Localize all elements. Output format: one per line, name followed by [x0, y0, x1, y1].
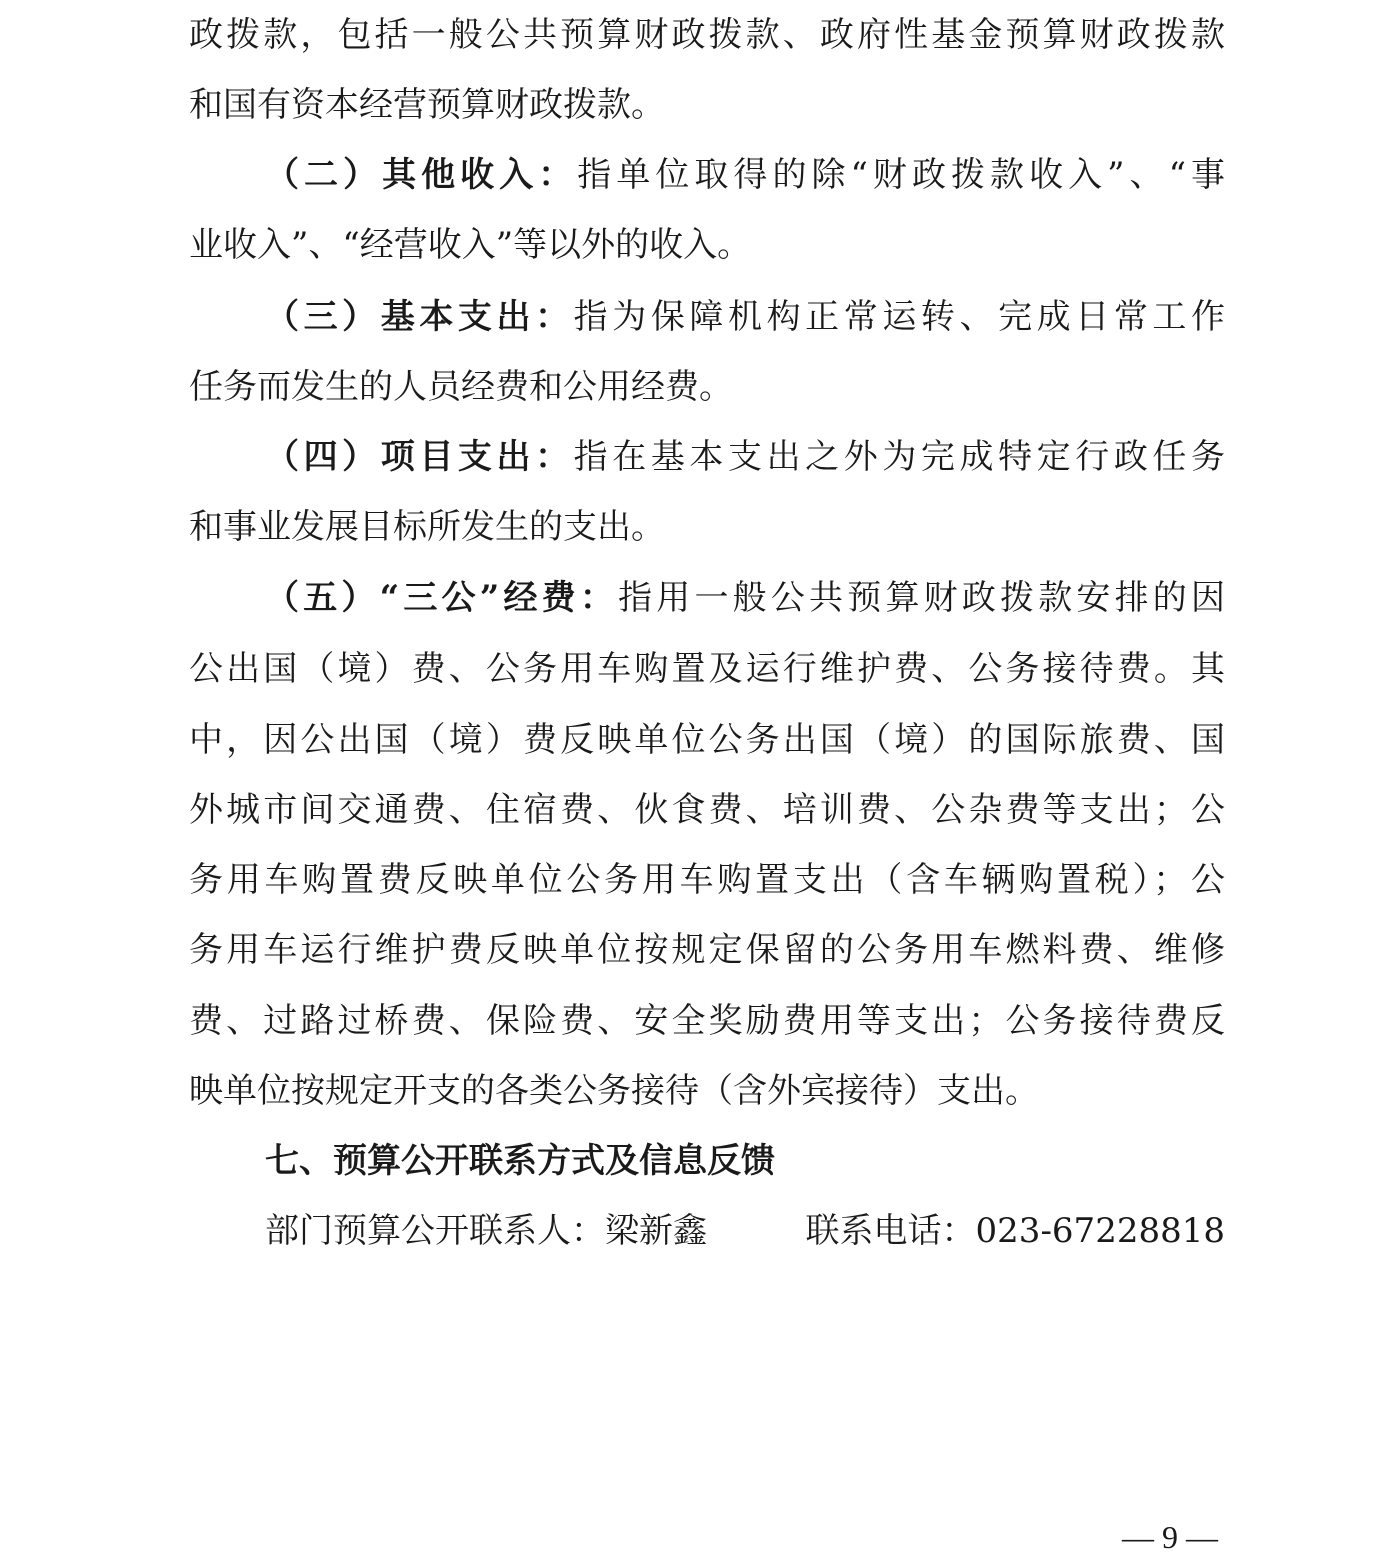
paragraph-line: 外城市间交通费、住宿费、伙食费、培训费、公杂费等支出；公	[189, 790, 1225, 830]
definition-label: （四）项目支出：	[265, 437, 574, 477]
definition-label: （二）其他收入：	[265, 155, 578, 195]
paragraph-line: 务用车运行维护费反映单位按规定保留的公务用车燃料费、维修	[189, 930, 1225, 970]
definition-text: 指在基本支出之外为完成特定行政任务	[573, 437, 1226, 477]
paragraph-line: 费、过路过桥费、保险费、安全奖励费用等支出；公务接待费反	[189, 1001, 1225, 1041]
paragraph-line: 务用车购置费反映单位公务用车购置支出（含车辆购置税）；公	[189, 860, 1225, 900]
paragraph-line: 业收入”、“经营收入”等以外的收入。	[189, 225, 752, 265]
paragraph-line: 中，因公出国（境）费反映单位公务出国（境）的国际旅费、国	[189, 720, 1225, 760]
definition-label: （五）“三公”经费：	[265, 578, 619, 618]
paragraph-line: 和国有资本经营预算财政拨款。	[189, 85, 665, 125]
contact-person: 部门预算公开联系人：梁新鑫	[265, 1211, 707, 1251]
paragraph-line	[265, 282, 1225, 352]
definition-text: 指单位取得的除“财政拨款收入”、“事	[577, 155, 1225, 195]
paragraph-line	[265, 563, 1225, 633]
paragraph-line	[265, 140, 1225, 210]
page-number: — 9 —	[1122, 1519, 1218, 1555]
definition-label: （三）基本支出：	[265, 297, 574, 337]
contact-phone: 联系电话：023-67228818	[805, 1211, 1225, 1251]
paragraph-line: 映单位按规定开支的各类公务接待（含外宾接待）支出。	[189, 1071, 1039, 1111]
definition-text: 指为保障机构正常运转、完成日常工作	[573, 297, 1226, 337]
paragraph-line: 和事业发展目标所发生的支出。	[189, 507, 665, 547]
definition-text: 指用一般公共预算财政拨款安排的因	[618, 578, 1226, 618]
paragraph-line: 公出国（境）费、公务用车购置及运行维护费、公务接待费。其	[189, 649, 1225, 689]
contact-line	[265, 1196, 1225, 1266]
paragraph-line: 政拨款，包括一般公共预算财政拨款、政府性基金预算财政拨款	[189, 15, 1225, 55]
section-heading: 七、预算公开联系方式及信息反馈	[265, 1141, 775, 1181]
paragraph-line	[265, 422, 1225, 492]
paragraph-line: 任务而发生的人员经费和公用经费。	[189, 367, 733, 407]
